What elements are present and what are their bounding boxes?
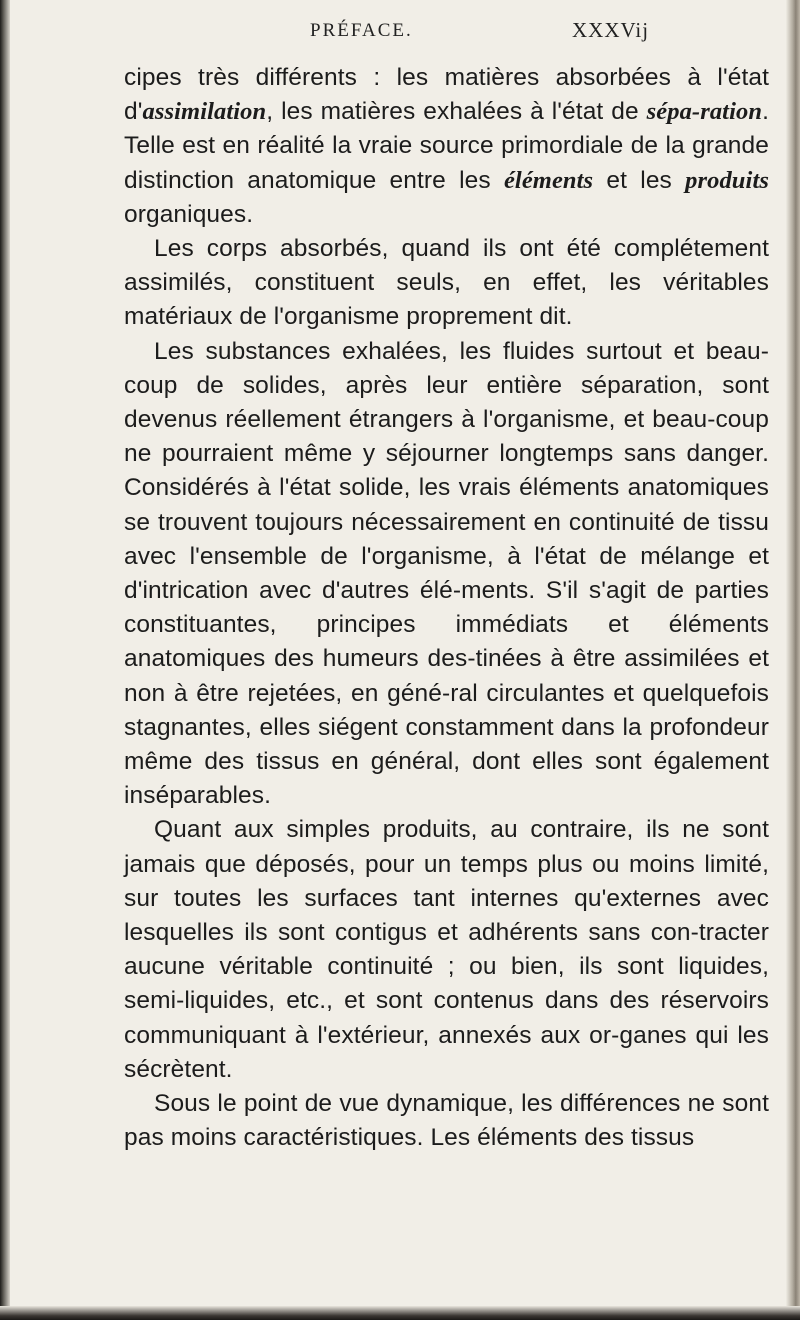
page-gutter-shadow [0,0,10,1320]
paragraph-2: Les corps absorbés, quand ils ont été complétement assimilés, constituent seuls, en effet, les véritables matériaux de l'organisme proprement dit. [124,235,769,331]
p1-italic-elements: éléments [503,166,594,194]
page-bottom-shadow [0,1306,800,1320]
p1-italic-separation: sépa-ration [646,98,763,126]
p1-text-e: . Telle est en réalité la vraie source primordiale de la grande distinction anatomique entre les [124,98,769,194]
page-number: XXXVij [572,18,650,42]
p1-text-i: organiques. [124,200,254,228]
p1-text-c: , les matières exhalées à l'état de [266,98,647,126]
paragraph-1 [124,61,769,232]
paragraph-4: Quant aux simples produits, au contraire, ils ne sont jamais que déposés, pour un temps plus ou moins limité, sur toutes les surfaces tant internes qu'externes avec lesquelles ils sont contigus et adhérents sans con-tracter aucune véritable continuité ; ou bien, ils sont liquides, semi-liquides, etc., et sont contenus dans des réservoirs communiquant à l'extérieur, annexés aux or-ganes qui les sécrètent. [124,816,769,1083]
p1-italic-assimilation: assimilation [142,98,267,126]
page-edge [786,0,800,1320]
p1-text-a: cipes très différents : les matières absorbées à l'état d' [124,64,769,126]
page-header [130,18,780,48]
running-head: PRÉFACE. [310,20,413,41]
p1-text-g: et les [593,166,686,194]
p1-italic-produits: produits [685,166,769,194]
body-text [124,61,769,1156]
paragraph-5: Sous le point de vue dynamique, les différences ne sont pas moins caractéristiques. Les éléments des tissus [124,1090,769,1152]
paragraph-3: Les substances exhalées, les fluides surtout et beau-coup de solides, après leur entière séparation, sont devenus réellement étrangers à l'organisme, et beau-coup ne pourraient même y séjourner longtemps sans danger. Considérés à l'état solide, les vrais éléments anatomiques se trouvent toujours nécessairement en continuité de tissu avec l'ensemble de l'organisme, à l'état de mélange et d'intrication avec d'autres élé-ments. S'il s'agit de parties constituantes, principes immédiats et éléments anatomiques des humeurs des-tinées à être assimilées et non à être rejetées, en géné-ral circulantes et quelquefois stagnantes, elles siégent constamment dans la profondeur même des tissus en général, dont elles sont également inséparables. [124,337,769,810]
